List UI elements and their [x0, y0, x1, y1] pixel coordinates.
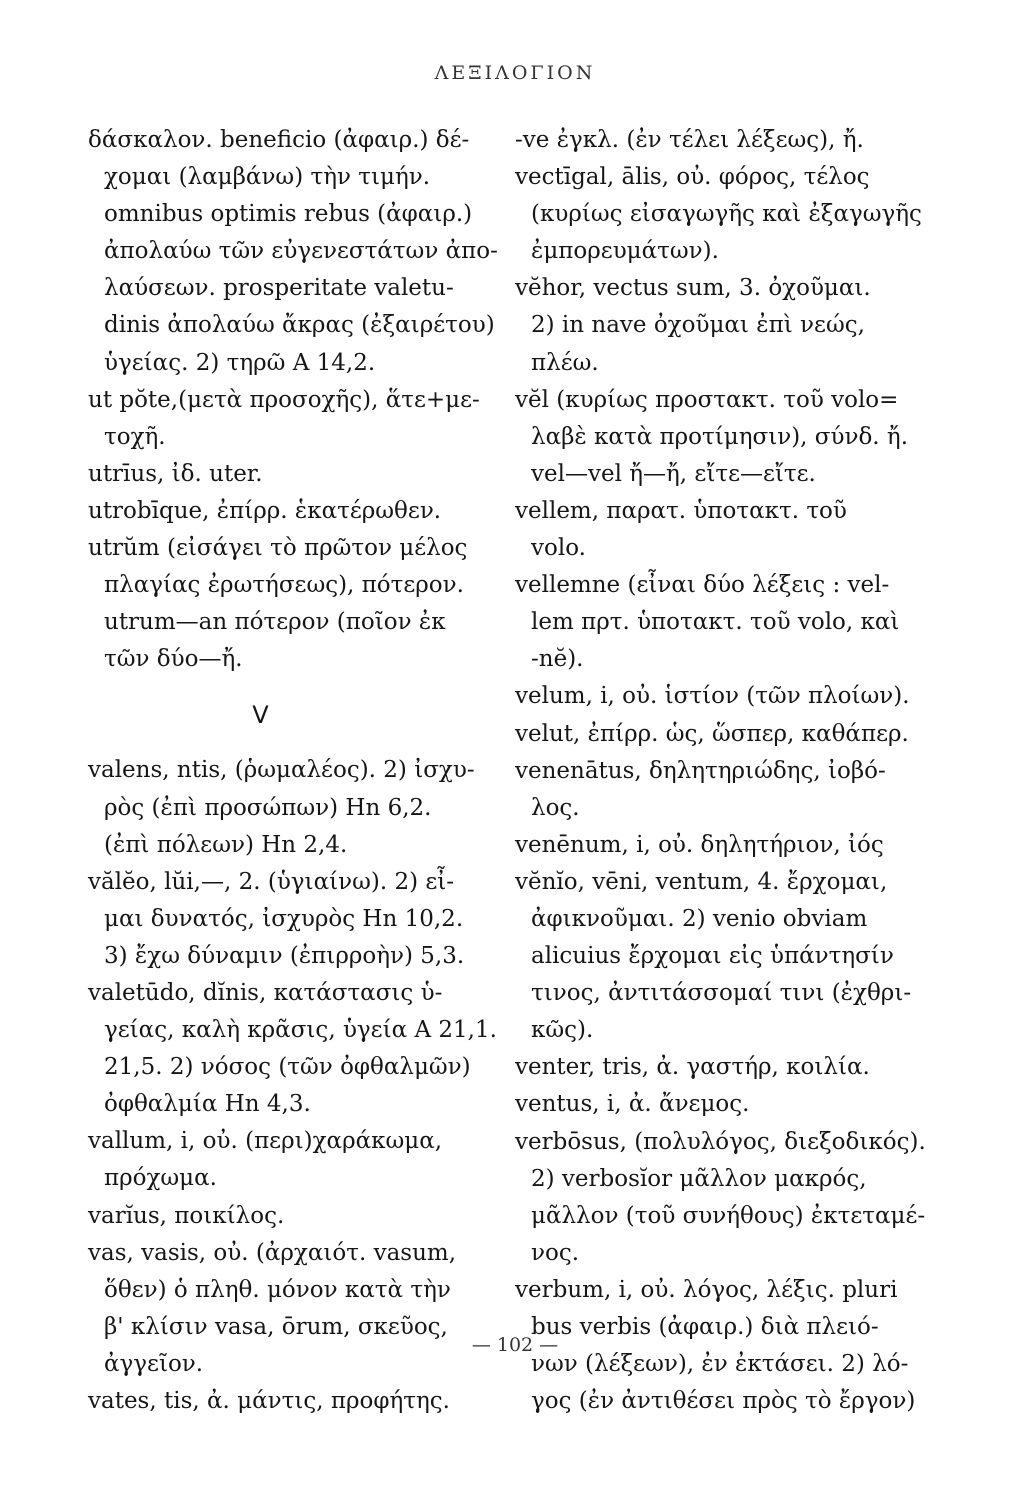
- dictionary-line: volo.: [531, 535, 586, 562]
- dictionary-entry: vellem, παρατ. ὑποτακτ. τοῦ: [515, 497, 847, 524]
- dictionary-line: δάσκαλον. beneficio (ἀφαιρ.) δέ-: [88, 127, 470, 153]
- dictionary-line: bus verbis (ἀφαιρ.) διὰ πλειό-: [531, 1314, 879, 1340]
- dictionary-entry: velut, ἐπίρρ. ὡς, ὥσπερ, καθάπερ.: [515, 720, 909, 747]
- dictionary-entry: valetūdo, dĭnis, κατάστασις ὑ-: [88, 979, 443, 1006]
- dictionary-line: λαβὲ κατὰ προτίμησιν), σύνδ. ἤ.: [531, 423, 909, 450]
- dictionary-entry: vas, vasis, οὐ. (ἀρχαιότ. vasum,: [88, 1239, 457, 1266]
- dictionary-line: lem πρτ. ὑποτακτ. τοῦ volo, καὶ: [531, 609, 900, 636]
- dictionary-line: χομαι (λαμβάνω) τὴν τιμήν.: [104, 164, 431, 191]
- dictionary-entry: varĭus, ποικίλος.: [88, 1202, 285, 1229]
- dictionary-line: ἀγγεῖον.: [104, 1350, 204, 1377]
- dictionary-line: ρὸς (ἐπὶ προσώπων) Hn 6,2.: [104, 794, 432, 821]
- dictionary-line: omnibus optimis rebus (ἀφαιρ.): [104, 201, 473, 228]
- dictionary-line: β' κλίσιν vasa, ōrum, σκεῦος,: [104, 1313, 448, 1340]
- dictionary-entry: valens, ntis, (ῥωμαλέος). 2) ἰσχυ-: [88, 757, 475, 784]
- dictionary-line: πλαγίας ἐρωτήσεως), πότερον.: [104, 572, 464, 599]
- dictionary-entry: vectīgal, ālis, οὐ. φόρος, τέλος: [515, 164, 870, 191]
- dictionary-line: ἀπολαύω τῶν εὐγενεστάτων ἀπο-: [104, 238, 498, 265]
- dictionary-entry: ventus, i, ἀ. ἄνεμος.: [515, 1091, 750, 1118]
- dictionary-entry: vates, tis, ἀ. μάντις, προφήτης.: [88, 1388, 450, 1414]
- dictionary-line: ὀφθαλμία Hn 4,3.: [104, 1091, 311, 1118]
- dictionary-line: utrum—an πότερον (ποῖον ἐκ: [104, 609, 446, 636]
- dictionary-line: (ἐπὶ πόλεων) Hn 2,4.: [104, 831, 348, 858]
- dictionary-line: πλέω.: [531, 349, 599, 376]
- dictionary-entry: utrobīque, ἐπίρρ. ἑκατέρωθεν.: [88, 497, 442, 524]
- right-column: [515, 122, 926, 1420]
- dictionary-line: ὅθεν) ὁ πληθ. μόνον κατὰ τὴν: [104, 1276, 451, 1303]
- dictionary-entry: verbōsus, (πολυλόγος, διεξοδικός).: [515, 1128, 926, 1155]
- dictionary-line: πρόχωμα.: [104, 1165, 217, 1192]
- dictionary-entry: venter, tris, ἀ. γαστήρ, κοιλία.: [515, 1054, 870, 1081]
- page-number: — 102 —: [471, 1334, 559, 1356]
- dictionary-entry: vellemne (εἶναι δύο λέξεις : vel-: [515, 572, 890, 599]
- dictionary-line: ὑγείας. 2) τηρῶ Α 14,2.: [104, 349, 376, 376]
- dictionary-entry: vĕnĭo, vēni, ventum, 4. ἔρχομαι,: [515, 868, 888, 895]
- dictionary-entry: velum, i, οὐ. ἱστίον (τῶν πλοίων).: [515, 683, 910, 710]
- dictionary-line: 3) ἔχω δύναμιν (ἐπιρροὴν) 5,3.: [104, 942, 465, 969]
- dictionary-line: λος.: [531, 794, 580, 821]
- dictionary-entry: ut pŏte,(μετὰ προσοχῆς), ἅτε+με-: [88, 386, 480, 413]
- dictionary-line: ἀφικνοῦμαι. 2) venio obviam: [531, 905, 868, 932]
- section-letter: V: [252, 701, 269, 730]
- dictionary-line: 21,5. 2) νόσος (τῶν ὀφθαλμῶν): [104, 1054, 471, 1081]
- dictionary-entry: verbum, i, οὐ. λόγος, λέξις. pluri: [515, 1276, 898, 1303]
- dictionary-line: γείας, καλὴ κρᾶσις, ὑγεία Α 21,1.: [104, 1017, 497, 1044]
- page-header: ΛΕΞΙΛΟΓΙΟΝ: [434, 62, 596, 84]
- dictionary-entry: vĕhor, vectus sum, 3. ὀχοῦμαι.: [515, 275, 871, 302]
- dictionary-entry: utrŭm (εἰσάγει τὸ πρῶτον μέλος: [88, 535, 468, 562]
- dictionary-line: τῶν δύο—ἤ.: [104, 646, 243, 673]
- dictionary-entry: vĕl (κυρίως προστακτ. τοῦ volo=: [515, 386, 899, 413]
- left-column: [88, 122, 498, 1420]
- dictionary-line: τινος, ἀντιτάσσομαί τινι (ἐχθρι-: [531, 980, 912, 1007]
- dictionary-line: dinis ἀπολαύω ἄκρας (ἐξαιρέτου): [104, 312, 495, 339]
- dictionary-entry: utrīus, ἰδ. uter.: [88, 460, 263, 487]
- dictionary-line: 2) in nave ὀχοῦμαι ἐπὶ νεώς,: [531, 312, 865, 339]
- dictionary-line: νων (λέξεων), ἐν ἐκτάσει. 2) λό-: [531, 1351, 909, 1378]
- dictionary-line: 2) verbosĭor μᾶλλον μακρός,: [531, 1165, 867, 1192]
- dictionary-line: -nĕ).: [531, 646, 584, 673]
- dictionary-line: μαι δυνατός, ἰσχυρὸς Hn 10,2.: [104, 905, 464, 932]
- dictionary-entry: venēnum, i, οὐ. δηλητήριον, ἰός: [515, 831, 884, 858]
- dictionary-line: vel—vel ἤ—ἤ, εἴτε—εἴτε.: [531, 460, 816, 487]
- dictionary-line: ἐμπορευμάτων).: [531, 238, 719, 265]
- dictionary-line: νος.: [531, 1239, 580, 1266]
- dictionary-line: μᾶλλον (τοῦ συνήθους) ἐκτεταμέ-: [531, 1202, 926, 1229]
- dictionary-entry: -ve ἐγκλ. (ἐν τέλει λέξεως), ἤ.: [515, 127, 864, 153]
- dictionary-entry: vălĕo, lŭi,—, 2. (ὑγιαίνω). 2) εἶ-: [88, 868, 455, 895]
- dictionary-line: γος (ἐν ἀντιθέσει πρὸς τὸ ἔργον): [531, 1388, 916, 1415]
- dictionary-entry: venenātus, δηλητηριώδης, ἰοβό-: [515, 757, 886, 784]
- dictionary-line: τοχῆ.: [104, 423, 166, 450]
- dictionary-entry: vallum, i, οὐ. (περι)χαράκωμα,: [88, 1128, 443, 1155]
- dictionary-line: λαύσεων. prosperitate valetu-: [104, 275, 454, 302]
- dictionary-line: (κυρίως εἰσαγωγῆς καὶ ἐξαγωγῆς: [531, 201, 922, 228]
- dictionary-line: alicuius ἔρχομαι εἰς ὑπάντησίν: [531, 943, 894, 970]
- dictionary-line: κῶς).: [531, 1017, 594, 1044]
